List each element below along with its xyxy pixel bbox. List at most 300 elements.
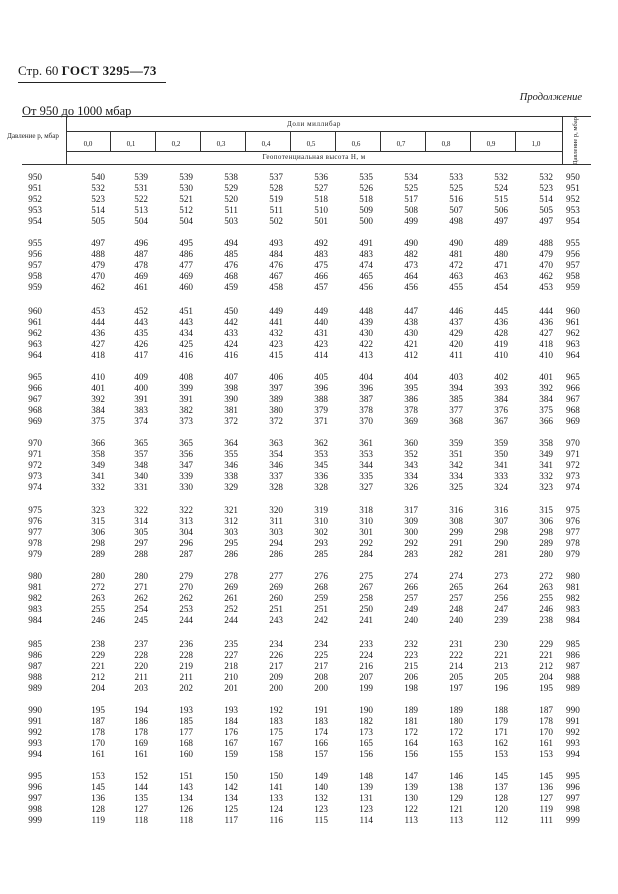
pressure-right-cell: 966 <box>566 383 580 394</box>
height-cell: 129 <box>449 793 463 804</box>
height-cell: 385 <box>449 394 463 405</box>
column-header: 0,0 <box>83 140 93 148</box>
page-number: Стр. 60 <box>18 63 59 78</box>
pressure-left-cell: 960 <box>28 306 42 316</box>
height-cell: 194 <box>134 705 148 715</box>
height-cell: 248 <box>449 604 463 615</box>
column-header: 0,9 <box>486 140 496 148</box>
height-cell: 276 <box>314 571 328 581</box>
pressure-right-cell: 975 <box>566 505 580 515</box>
height-cell: 374 <box>134 416 148 427</box>
height-cell: 525 <box>404 183 418 194</box>
height-cell: 289 <box>539 538 553 549</box>
height-cell: 429 <box>449 328 463 339</box>
height-cell: 439 <box>359 317 373 328</box>
height-cell: 469 <box>134 271 148 282</box>
height-cell: 209 <box>269 672 283 683</box>
height-cell: 201 <box>224 683 238 694</box>
pressure-right-cell: 995 <box>566 771 580 781</box>
height-cell: 366 <box>91 438 105 448</box>
height-cell: 319 <box>314 505 328 515</box>
height-cell: 366 <box>539 416 553 427</box>
height-cell: 161 <box>91 749 105 760</box>
height-cell: 465 <box>359 271 373 282</box>
height-cell: 496 <box>134 238 148 248</box>
height-cell: 224 <box>359 650 373 661</box>
height-cell: 173 <box>359 727 373 738</box>
height-cell: 433 <box>224 328 238 339</box>
height-cell: 296 <box>179 538 193 549</box>
height-cell: 528 <box>269 183 283 194</box>
height-cell: 305 <box>134 527 148 538</box>
height-cell: 536 <box>314 172 328 182</box>
height-cell: 391 <box>134 394 148 405</box>
height-cell: 539 <box>179 172 193 182</box>
height-cell: 257 <box>404 593 418 604</box>
height-cell: 315 <box>91 516 105 527</box>
height-cell: 259 <box>314 593 328 604</box>
height-cell: 187 <box>91 716 105 727</box>
height-cell: 321 <box>224 505 238 515</box>
height-cell: 189 <box>449 705 463 715</box>
pressure-right-cell: 960 <box>566 306 580 316</box>
height-cell: 294 <box>269 538 283 549</box>
height-cell: 453 <box>539 282 553 293</box>
height-cell: 270 <box>179 582 193 593</box>
height-cell: 323 <box>539 482 553 493</box>
height-cell: 169 <box>134 738 148 749</box>
height-cell: 502 <box>269 216 283 227</box>
height-cell: 252 <box>224 604 238 615</box>
height-cell: 158 <box>269 749 283 760</box>
height-cell: 165 <box>359 738 373 749</box>
height-cell: 310 <box>359 516 373 527</box>
height-cell: 384 <box>494 394 508 405</box>
pressure-right-cell: 984 <box>566 615 580 626</box>
pressure-left-cell: 994 <box>28 749 42 760</box>
pressure-right-cell: 983 <box>566 604 580 615</box>
height-cell: 271 <box>134 582 148 593</box>
pressure-right-cell: 959 <box>566 282 580 293</box>
height-cell: 401 <box>91 383 105 394</box>
height-cell: 406 <box>269 372 283 382</box>
height-cell: 324 <box>494 482 508 493</box>
height-cell: 455 <box>449 282 463 293</box>
height-cell: 235 <box>224 639 238 649</box>
height-cell: 365 <box>134 438 148 448</box>
pressure-left-cell: 952 <box>28 194 42 205</box>
height-cell: 223 <box>404 650 418 661</box>
height-cell: 463 <box>449 271 463 282</box>
height-cell: 202 <box>179 683 193 694</box>
height-cell: 488 <box>539 238 553 248</box>
height-cell: 537 <box>269 172 283 182</box>
height-cell: 175 <box>269 727 283 738</box>
pressure-right-cell: 982 <box>566 593 580 604</box>
height-cell: 330 <box>179 482 193 493</box>
height-cell: 292 <box>404 538 418 549</box>
height-cell: 141 <box>269 782 283 793</box>
height-cell: 307 <box>494 516 508 527</box>
height-cell: 233 <box>359 639 373 649</box>
height-cell: 243 <box>269 615 283 626</box>
height-cell: 198 <box>404 683 418 694</box>
height-cell: 438 <box>404 317 418 328</box>
height-cell: 396 <box>314 383 328 394</box>
height-cell: 420 <box>449 339 463 350</box>
pressure-right-cell: 950 <box>566 172 580 182</box>
pressure-left-cell: 989 <box>28 683 42 694</box>
height-cell: 138 <box>449 782 463 793</box>
pressure-right-cell: 990 <box>566 705 580 715</box>
height-cell: 241 <box>359 615 373 626</box>
height-cell: 436 <box>494 317 508 328</box>
height-cell: 405 <box>314 372 328 382</box>
height-cell: 287 <box>179 549 193 560</box>
height-cell: 127 <box>539 793 553 804</box>
height-cell: 358 <box>91 449 105 460</box>
height-cell: 251 <box>269 604 283 615</box>
height-cell: 476 <box>224 260 238 271</box>
height-cell: 365 <box>179 438 193 448</box>
height-cell: 280 <box>91 571 105 581</box>
height-cell: 505 <box>91 216 105 227</box>
height-cell: 499 <box>404 216 418 227</box>
height-cell: 240 <box>404 615 418 626</box>
height-cell: 161 <box>134 749 148 760</box>
pressure-right-cell: 957 <box>566 260 580 271</box>
pressure-right-cell: 969 <box>566 416 580 427</box>
height-cell: 302 <box>314 527 328 538</box>
height-cell: 125 <box>224 804 238 815</box>
pressure-left-cell: 961 <box>28 317 42 328</box>
height-cell: 463 <box>494 271 508 282</box>
height-cell: 477 <box>179 260 193 271</box>
height-cell: 329 <box>224 482 238 493</box>
pressure-right-cell: 954 <box>566 216 580 227</box>
height-cell: 238 <box>91 639 105 649</box>
height-cell: 418 <box>91 350 105 361</box>
height-cell: 215 <box>404 661 418 672</box>
height-cell: 162 <box>494 738 508 749</box>
pressure-left-cell: 992 <box>28 727 42 738</box>
height-cell: 391 <box>179 394 193 405</box>
height-cell: 163 <box>449 738 463 749</box>
height-cell: 170 <box>91 738 105 749</box>
height-cell: 375 <box>91 416 105 427</box>
height-cell: 359 <box>494 438 508 448</box>
height-cell: 461 <box>134 282 148 293</box>
height-cell: 167 <box>224 738 238 749</box>
height-cell: 377 <box>449 405 463 416</box>
height-cell: 425 <box>179 339 193 350</box>
height-cell: 244 <box>224 615 238 626</box>
height-cell: 274 <box>404 571 418 581</box>
height-cell: 451 <box>179 306 193 316</box>
height-cell: 436 <box>539 317 553 328</box>
pressure-left-cell: 958 <box>28 271 42 282</box>
height-cell: 514 <box>539 194 553 205</box>
height-cell: 262 <box>179 593 193 604</box>
height-cell: 314 <box>134 516 148 527</box>
height-cell: 280 <box>134 571 148 581</box>
height-cell: 485 <box>224 249 238 260</box>
height-cell: 518 <box>314 194 328 205</box>
height-cell: 320 <box>269 505 283 515</box>
height-cell: 200 <box>269 683 283 694</box>
column-header: 0,1 <box>126 140 136 148</box>
height-cell: 500 <box>359 216 373 227</box>
height-cell: 492 <box>314 238 328 248</box>
pressure-right-cell: 985 <box>566 639 580 649</box>
height-cell: 164 <box>404 738 418 749</box>
height-cell: 334 <box>449 471 463 482</box>
height-cell: 112 <box>494 815 508 826</box>
height-cell: 263 <box>539 582 553 593</box>
pressure-right-cell: 972 <box>566 460 580 471</box>
height-cell: 267 <box>359 582 373 593</box>
height-cell: 277 <box>269 571 283 581</box>
height-cell: 467 <box>269 271 283 282</box>
height-cell: 358 <box>539 438 553 448</box>
height-cell: 524 <box>494 183 508 194</box>
height-cell: 510 <box>314 205 328 216</box>
height-cell: 327 <box>359 482 373 493</box>
height-cell: 335 <box>359 471 373 482</box>
height-cell: 490 <box>449 238 463 248</box>
pressure-right-cell: 952 <box>566 194 580 205</box>
height-cell: 449 <box>314 306 328 316</box>
geopotential-height-header: Геопотенциальная высота H, м <box>262 153 366 161</box>
pressure-right-cell: 976 <box>566 516 580 527</box>
pressure-left-cell: 951 <box>28 183 42 194</box>
height-cell: 310 <box>314 516 328 527</box>
height-cell: 518 <box>359 194 373 205</box>
height-cell: 272 <box>539 571 553 581</box>
height-cell: 168 <box>179 738 193 749</box>
height-cell: 498 <box>449 216 463 227</box>
height-cell: 316 <box>494 505 508 515</box>
height-cell: 410 <box>539 350 553 361</box>
height-cell: 176 <box>224 727 238 738</box>
height-cell: 531 <box>134 183 148 194</box>
height-cell: 216 <box>359 661 373 672</box>
height-cell: 257 <box>449 593 463 604</box>
pressure-left-cell: 980 <box>28 571 42 581</box>
height-cell: 142 <box>224 782 238 793</box>
pressure-right-cell: 999 <box>566 815 580 826</box>
height-cell: 370 <box>359 416 373 427</box>
height-cell: 437 <box>449 317 463 328</box>
height-cell: 475 <box>314 260 328 271</box>
column-header: 1,0 <box>531 140 541 148</box>
height-cell: 334 <box>404 471 418 482</box>
height-cell: 416 <box>179 350 193 361</box>
height-cell: 383 <box>134 405 148 416</box>
height-cell: 155 <box>449 749 463 760</box>
height-cell: 193 <box>224 705 238 715</box>
pressure-right-cell: 962 <box>566 328 580 339</box>
height-cell: 497 <box>494 216 508 227</box>
right-column-divider <box>562 116 563 164</box>
height-cell: 523 <box>539 183 553 194</box>
height-cell: 523 <box>91 194 105 205</box>
height-cell: 293 <box>314 538 328 549</box>
height-cell: 150 <box>269 771 283 781</box>
height-cell: 532 <box>91 183 105 194</box>
height-cell: 491 <box>359 238 373 248</box>
height-cell: 219 <box>179 661 193 672</box>
height-cell: 123 <box>359 804 373 815</box>
height-cell: 399 <box>179 383 193 394</box>
height-cell: 480 <box>494 249 508 260</box>
height-cell: 462 <box>91 282 105 293</box>
height-cell: 398 <box>224 383 238 394</box>
height-cell: 434 <box>179 328 193 339</box>
height-cell: 264 <box>494 582 508 593</box>
height-cell: 384 <box>91 405 105 416</box>
pressure-left-cell: 978 <box>28 538 42 549</box>
height-cell: 400 <box>134 383 148 394</box>
height-cell: 532 <box>539 172 553 182</box>
height-cell: 422 <box>359 339 373 350</box>
height-cell: 274 <box>449 571 463 581</box>
height-cell: 128 <box>91 804 105 815</box>
height-cell: 341 <box>494 460 508 471</box>
height-cell: 505 <box>539 205 553 216</box>
height-cell: 459 <box>224 282 238 293</box>
pressure-left-cell: 995 <box>28 771 42 781</box>
height-cell: 504 <box>179 216 193 227</box>
height-cell: 234 <box>314 639 328 649</box>
height-cell: 290 <box>494 538 508 549</box>
height-cell: 490 <box>404 238 418 248</box>
height-cell: 412 <box>404 350 418 361</box>
height-cell: 458 <box>269 282 283 293</box>
height-cell: 469 <box>179 271 193 282</box>
height-cell: 444 <box>539 306 553 316</box>
height-cell: 497 <box>539 216 553 227</box>
height-cell: 269 <box>224 582 238 593</box>
right-pressure-header: Давление p, мбар <box>572 117 579 165</box>
height-cell: 254 <box>134 604 148 615</box>
height-cell: 501 <box>314 216 328 227</box>
height-cell: 489 <box>494 238 508 248</box>
height-cell: 353 <box>359 449 373 460</box>
height-cell: 311 <box>269 516 283 527</box>
height-cell: 361 <box>359 438 373 448</box>
height-cell: 452 <box>134 306 148 316</box>
pressure-left-cell: 988 <box>28 672 42 683</box>
height-cell: 349 <box>539 449 553 460</box>
height-cell: 292 <box>359 538 373 549</box>
height-cell: 178 <box>539 716 553 727</box>
height-cell: 448 <box>359 306 373 316</box>
height-cell: 515 <box>494 194 508 205</box>
height-cell: 284 <box>359 549 373 560</box>
pressure-left-cell: 956 <box>28 249 42 260</box>
height-cell: 338 <box>224 471 238 482</box>
pressure-left-cell: 981 <box>28 582 42 593</box>
height-cell: 228 <box>134 650 148 661</box>
height-cell: 120 <box>494 804 508 815</box>
pressure-right-cell: 973 <box>566 471 580 482</box>
height-cell: 356 <box>179 449 193 460</box>
height-cell: 347 <box>179 460 193 471</box>
height-cell: 340 <box>134 471 148 482</box>
height-cell: 318 <box>359 505 373 515</box>
page-header <box>18 63 157 79</box>
height-cell: 468 <box>224 271 238 282</box>
pressure-left-cell: 953 <box>28 205 42 216</box>
column-header: 0,2 <box>171 140 181 148</box>
pressure-left-cell: 964 <box>28 350 42 361</box>
height-cell: 295 <box>224 538 238 549</box>
pressure-right-cell: 963 <box>566 339 580 350</box>
height-cell: 236 <box>179 639 193 649</box>
column-header: 0,4 <box>261 140 271 148</box>
height-cell: 373 <box>179 416 193 427</box>
height-cell: 282 <box>449 549 463 560</box>
height-cell: 246 <box>539 604 553 615</box>
height-cell: 213 <box>494 661 508 672</box>
height-cell: 372 <box>269 416 283 427</box>
height-cell: 506 <box>494 205 508 216</box>
height-cell: 470 <box>91 271 105 282</box>
height-cell: 234 <box>269 639 283 649</box>
height-cell: 193 <box>179 705 193 715</box>
height-cell: 362 <box>314 438 328 448</box>
height-cell: 157 <box>314 749 328 760</box>
height-cell: 299 <box>449 527 463 538</box>
height-cell: 315 <box>539 505 553 515</box>
pressure-right-cell: 956 <box>566 249 580 260</box>
height-cell: 328 <box>269 482 283 493</box>
pressure-left-cell: 983 <box>28 604 42 615</box>
height-cell: 144 <box>134 782 148 793</box>
height-cell: 488 <box>91 249 105 260</box>
height-cell: 192 <box>269 705 283 715</box>
height-cell: 303 <box>224 527 238 538</box>
height-cell: 153 <box>539 749 553 760</box>
height-cell: 428 <box>494 328 508 339</box>
pressure-left-cell: 972 <box>28 460 42 471</box>
pressure-right-cell: 998 <box>566 804 580 815</box>
height-cell: 442 <box>224 317 238 328</box>
height-cell: 346 <box>269 460 283 471</box>
height-cell: 184 <box>224 716 238 727</box>
height-cell: 360 <box>404 438 418 448</box>
height-cell: 375 <box>539 405 553 416</box>
height-cell: 309 <box>404 516 418 527</box>
height-cell: 208 <box>314 672 328 683</box>
pressure-right-cell: 992 <box>566 727 580 738</box>
height-cell: 386 <box>404 394 418 405</box>
height-cell: 156 <box>359 749 373 760</box>
height-cell: 160 <box>179 749 193 760</box>
height-cell: 134 <box>179 793 193 804</box>
pressure-left-cell: 973 <box>28 471 42 482</box>
height-cell: 303 <box>269 527 283 538</box>
pressure-right-cell: 965 <box>566 372 580 382</box>
height-cell: 304 <box>179 527 193 538</box>
pressure-right-cell: 989 <box>566 683 580 694</box>
height-cell: 133 <box>269 793 283 804</box>
height-cell: 222 <box>449 650 463 661</box>
pressure-right-cell: 987 <box>566 661 580 672</box>
height-cell: 227 <box>224 650 238 661</box>
height-cell: 424 <box>224 339 238 350</box>
